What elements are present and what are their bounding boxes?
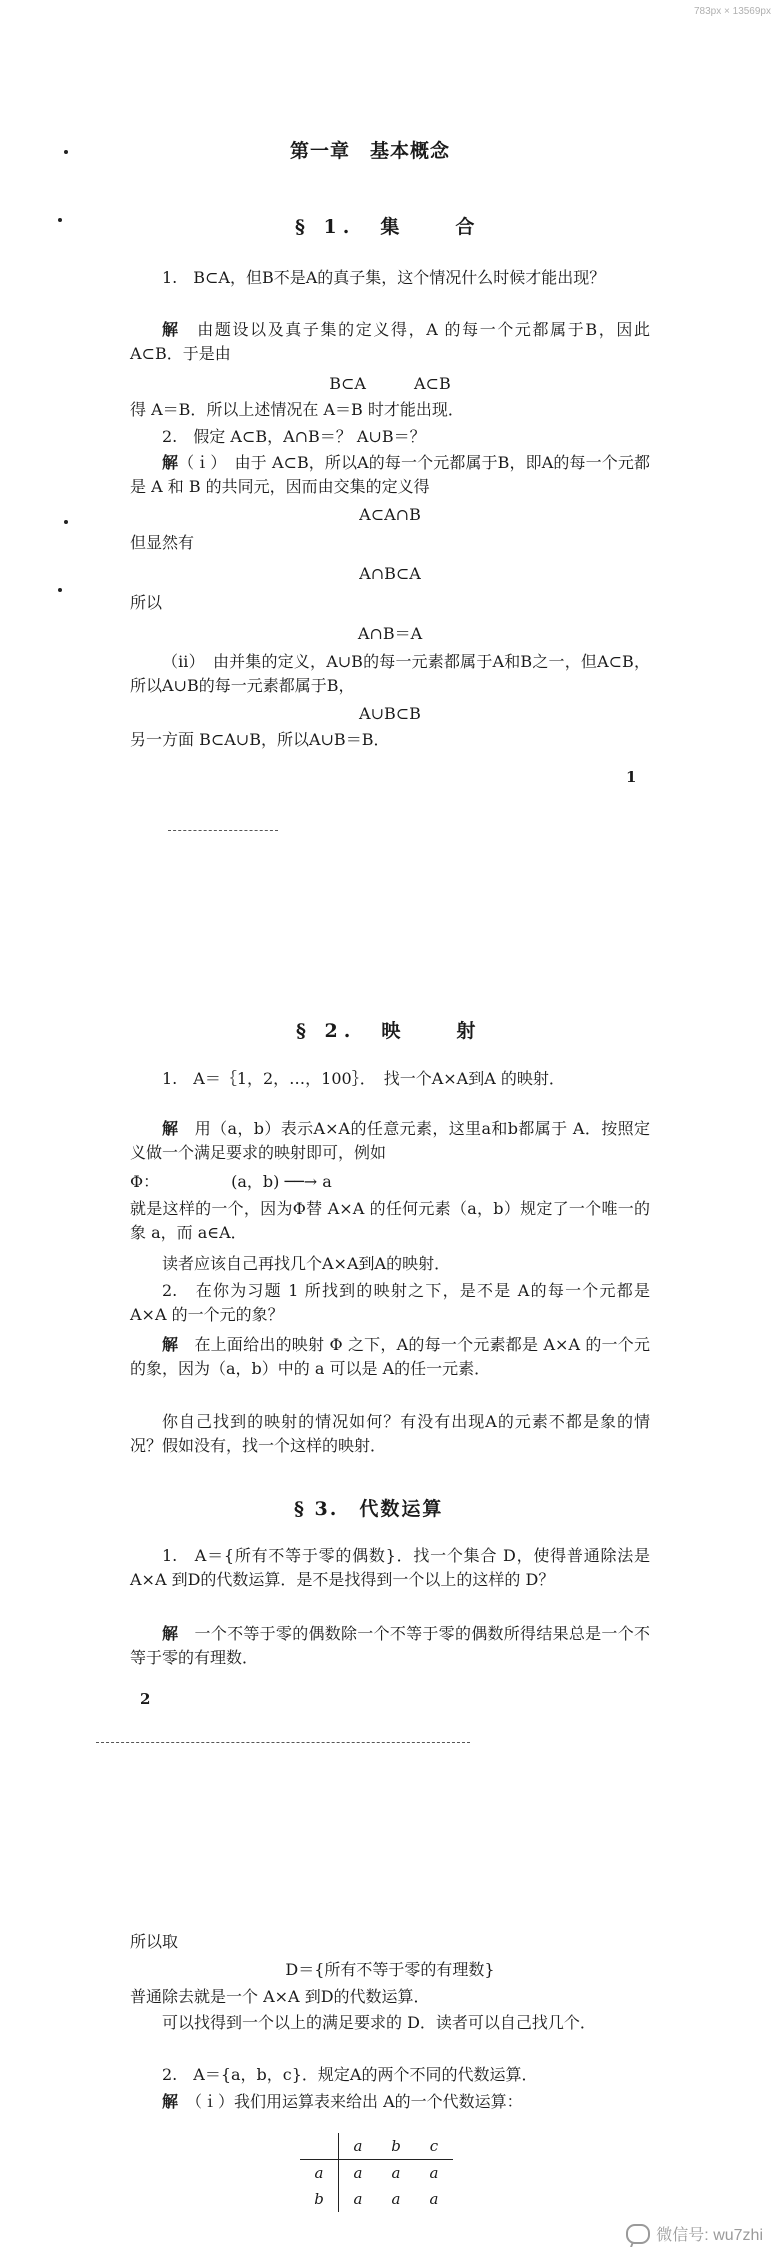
s3-answer-2 — [130, 2090, 650, 2114]
operation-table-cell: a — [391, 2190, 401, 2208]
answer-text: 用（a，b）表示A×A的任意元素，这里a和b都属于 A．按照定义做一个满足要求的映射即可，例如 — [130, 1119, 650, 1162]
operation-table-col-head: b — [377, 2133, 415, 2160]
scan-speck — [58, 588, 62, 592]
s2-formula-1: Φ： (a，b) ──→ a — [130, 1172, 332, 1191]
section-1-title: § 1. 集 合 — [295, 216, 481, 238]
watermark-text: 微信号: wu7zhi — [656, 2227, 763, 2244]
s1-question-2: 2. 假定 A⊂B，A∩B＝？ A∪B＝？ — [162, 427, 426, 446]
s1-text-but: 但显然有 — [130, 533, 195, 552]
operation-table-row-head: a — [300, 2160, 339, 2187]
s2-question-2: 2. 在你为习题 1 所找到的映射之下，是不是 A的每一个元都是A×A 的一个元的象？ — [130, 1281, 650, 1324]
s1-conclusion-2: 另一方面 B⊂A∪B，所以A∪B＝B． — [130, 730, 390, 749]
s1-text-so: 所以 — [130, 593, 163, 612]
s1-formula-2: A⊂A∩B — [359, 505, 421, 524]
page-divider — [168, 830, 278, 831]
section-2-title: § 2. 映 射 — [296, 1020, 482, 1042]
answer-text: （ｉ）我们用运算表来给出 A的一个代数运算： — [178, 2092, 523, 2111]
operation-table-row — [300, 2160, 453, 2187]
answer-keyword: 解 — [162, 453, 179, 472]
s2-question-1: 1. A＝｛1，2，…，100｝． 找一个A×A到A 的映射． — [162, 1069, 565, 1088]
s1-answer-2-part-2: （ii） 由并集的定义，A∪B的每一元素都属于A和B之一，但A⊂B，所以A∪B的每一元素都属于B， — [130, 652, 650, 695]
s2-answer-1-cont: 就是这样的一个，因为Φ替 A×A 的任何元素（a，b）规定了一个唯一的象 a，而 a∈A． — [130, 1199, 650, 1242]
page-divider — [96, 1742, 470, 1743]
operation-table-row — [300, 2186, 453, 2212]
s3-formula-1: D＝{所有不等于零的有理数} — [285, 1960, 495, 1979]
operation-table-cell: a — [391, 2164, 401, 2182]
operation-table-col-head: a — [339, 2133, 378, 2160]
operation-table-cell: a — [429, 2164, 439, 2182]
answer-text: 由题设以及真子集的定义得，A 的每一个元都属于B，因此 A⊂B．于是由 — [130, 320, 650, 363]
answer-keyword: 解 — [162, 1624, 179, 1643]
answer-keyword: 解 — [162, 2092, 179, 2111]
s2-reader-note: 读者应该自己再找几个A×A到A的映射． — [162, 1254, 451, 1273]
s1-answer-2 — [130, 451, 650, 499]
chapter-title: 第一章 基本概念 — [290, 140, 451, 162]
operation-table-header-row — [300, 2133, 453, 2160]
answer-text: 在上面给出的映射 Φ 之下，A的每一个元素都是 A×A 的一个元的象，因为（a，b）中的 a 可以是 A的任一元素． — [130, 1335, 650, 1378]
s3-answer-1 — [130, 1622, 650, 1670]
s1-formula-1: B⊂A A⊂B — [329, 374, 451, 393]
s2-answer-2 — [130, 1333, 650, 1381]
answer-keyword: 解 — [162, 320, 180, 339]
operation-table-cell: a — [429, 2190, 439, 2208]
page-number: 1 — [626, 768, 637, 786]
wechat-icon — [626, 2224, 650, 2244]
operation-table-cell: a — [353, 2164, 363, 2182]
s2-answer-1 — [130, 1117, 650, 1165]
s3-question-2: 2. A＝{a，b，c}．规定A的两个不同的代数运算． — [162, 2065, 538, 2084]
s1-question-1: 1. B⊂A，但B不是A的真子集，这个情况什么时候才能出现？ — [162, 268, 606, 287]
s3-reader-note: 可以找得到一个以上的满足要求的 D．读者可以自己找几个． — [162, 2013, 596, 2032]
operation-table-cell: a — [353, 2190, 363, 2208]
operation-table-row-head: b — [300, 2186, 339, 2212]
operation-table — [300, 2133, 453, 2212]
answer-keyword: 解 — [162, 1335, 179, 1354]
s1-formula-4: A∩B＝A — [357, 624, 423, 643]
page-number: 2 — [140, 1690, 151, 1708]
scan-speck — [64, 150, 68, 154]
s3-answer-1-cont: 普通除去就是一个 A×A 到D的代数运算． — [130, 1987, 430, 2006]
scan-speck — [64, 520, 68, 524]
s3-text-so-take: 所以取 — [130, 1932, 179, 1951]
s1-conclusion-1: 得 A＝B．所以上述情况在 A＝B 时才能出现． — [130, 400, 464, 419]
operation-table-col-head: c — [415, 2133, 453, 2160]
s2-followup: 你自己找到的映射的情况如何？有没有出现A的元素不都是象的情况？假如没有，找一个这样的映射． — [130, 1412, 650, 1455]
s1-answer-1 — [130, 318, 650, 366]
answer-text: 一个不等于零的偶数除一个不等于零的偶数所得结果总是一个不等于零的有理数． — [130, 1624, 650, 1667]
operation-table-corner — [300, 2133, 339, 2160]
answer-text: （ｉ） 由于 A⊂B，所以A的每一个元都属于B，即A的每一个元都是 A 和 B 的共同元，因而由交集的定义得 — [130, 453, 650, 496]
s1-formula-5: A∪B⊂B — [359, 704, 421, 723]
section-3-title: § 3. 代数运算 — [294, 1498, 444, 1520]
s1-formula-3: A∩B⊂A — [359, 564, 421, 583]
image-size-label: 783px × 13569px — [693, 6, 771, 17]
wechat-watermark — [626, 2222, 763, 2245]
s3-question-1: 1. A＝{所有不等于零的偶数}．找一个集合 D，使得普通除法是A×A 到D的代数运算．是不是找得到一个以上的这样的 D？ — [130, 1546, 650, 1589]
answer-keyword: 解 — [162, 1119, 179, 1138]
scan-speck — [58, 218, 62, 222]
